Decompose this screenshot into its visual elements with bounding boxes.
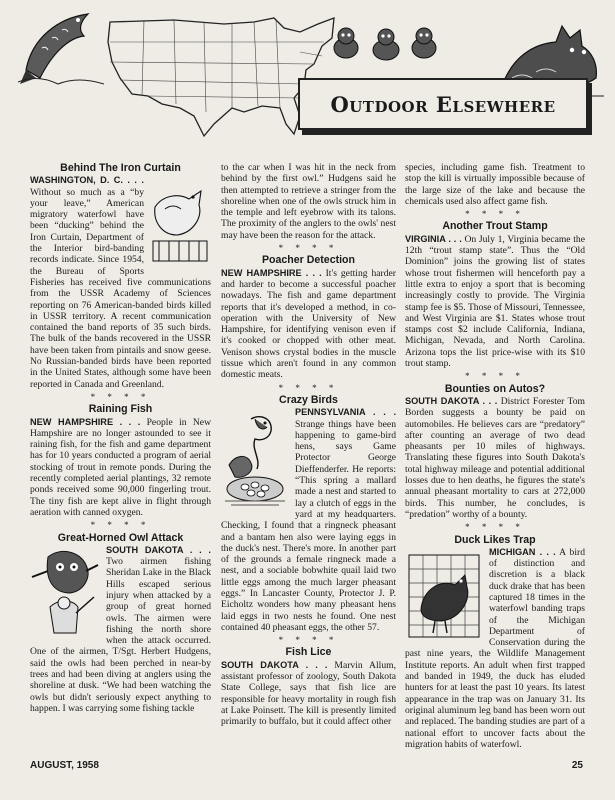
article-dateline: SOUTH DAKOTA . . . [405,395,498,406]
duck-iron-curtain-illustration [149,177,211,267]
article-text: Without so much as a “by your leave,” American migratory waterfowl have been “ducking” behind the Iron Curtain, Department of the Interior bird-banding records indicate. Since 1954, the Bureau of Sports Fisheries has received five communications from the USSR Academy of Sciences reporting on 76 American-banded birds killed in USSR territory. A recent communication contained the band reports of 35 such birds. The bulk of the bands recovered in the USSR have been taken from pintails and snow geese. No Russian-banded birds have been reported in the United States, although some have been reported in Canada and Greenland. [30,186,211,390]
separator-stars: * * * * [278,382,339,393]
page-number: 25 [571,760,583,771]
article-body [221,660,396,728]
article-dateline: NEW HAMPSHIRE . . . [221,267,322,278]
column-2 [221,162,396,728]
article-body [30,417,211,519]
article-dateline: SOUTH DAKOTA . . . [221,659,328,670]
article-heading: Great-Horned Owl Attack [57,531,184,544]
article-dateline: NEW HAMPSHIRE . . . [30,416,141,427]
article-text: Marvin Allum, assistant professor of zoology, South Dakota State College, says that fish lice are responsible for heavy mortality in rough fish at Lake Poinsett. The kill is presently limited primarily to buffalo, but it could affect other [221,659,396,728]
separator-stars: * * * * [90,391,151,402]
separator-stars: * * * * [278,243,339,254]
article-body [221,407,396,633]
column-1 [30,162,211,714]
article-body [405,234,585,370]
article-text: On July 1, Virginia became the 12th “trout stamp state”. Thus the “Old Dominion” joins the growing list of states whose trout fishermen will henceforth pay a little extra to enjoy a sport that is becoming increasingly costly to provide. The Virginia stamp fee is $5. Those of Missouri, Tennessee, and West Virginia are $1. States whose trout stamps cost $2 include California, Indiana, Michigan, Nevada, and North Carolina. Arizona tops the list price-wise with its $10 trout stamp. [405,233,585,370]
duck-in-trap-illustration [405,549,483,641]
article-text: Strange things have been happening to game-bird hens, says Game Protector George Dieffenderfer. He reports: “This spring a mallard made a nest and started to lay a clutch of eggs in the yard at my headquarters. Checking, I found that a ringneck pheasant and a bantam hen also were laying eggs in the duck's nest. There's more. In another part of the grounds a female ringneck made a nest, and a sociable bobwhite quail laid two little eggs among the much larger pheasant eggs.” In Lancaster County, Protector J. P. Eicholtz wonders how many pheasant hens laid eggs in two nests he found. One nest contained 40 pheasant eggs, the other 57. [221,418,396,633]
crazy-birds-nest-illustration [221,409,289,509]
article-text: Two airmen fishing Sheridan Lake in the Black Hills escaped serious injury when attacked by a group of great horned owls. The airmen were fishing the north shore when the attack occurred. One of the airmen, T/Sgt. Herbert Hudgens, said the owls had been perched in near-by trees and had been diving at anglers using the shoreline at dusk. “We had been watching the owls but didn't seriously expect anything to happen. I was carrying some fishing tackle [30,556,211,714]
column-3 [405,162,585,750]
article-dateline: SOUTH DAKOTA . . . [106,544,211,555]
separator-stars: * * * * [465,371,525,382]
article-heading: Behind The Iron Curtain [60,162,181,174]
owl-attack-illustration [30,547,100,643]
section-title-banner [298,78,588,130]
separator-stars: * * * * [465,209,525,220]
article-body [30,175,211,390]
article-text: It's getting harder and harder to become a successful poacher nowadays. The fish and game department reports that it's developed a method, in co-operation with the University of New Hampshire, for identifying venison even if it's cooked or chopped with other meat. Venison shows crystal bodies in the muscle tissue which aren't found in any common domestic meats. [221,267,396,381]
article-dateline: PENNSYLVANIA . . . [295,407,396,418]
article-heading: Crazy Birds [279,393,338,406]
section-title: Outdoor Elsewhere [330,91,556,117]
article-heading: Poacher Detection [261,254,356,267]
article-dateline: VIRGINIA . . . [405,233,462,244]
issue-date: AUGUST, 1958 [30,760,99,771]
article-text: District Forester Tom Borden suggests a bounty be paid on automobiles. He believes cars are “predatory” after counting an average of two dead pheasants per 10 miles of highways. Translating these figures into South Dakota's total highway mileage and potential additional losses due to hen deaths, he figures the state's annual pheasant mortality to cars at 272,000 birds. This number, he concludes, is “predation” worthy of a bounty. [405,395,585,520]
article-heading: Fish Lice [285,646,332,659]
article-text: A bird of distinction and discretion is a black duck drake that has been captured 18 times in the waterfowl banding traps of the Michigan Department of Conservation during the past nine years, the Wildlife Management Institute reports. An adult when first trapped and banded in 1949, the duck has eluded hunters for at least the past 10 years. Its latest appearance in the trap was on January 31. Its original aluminum leg band has been worn out and replaced. The banding studies are part of a national effort to uncover facts about the migration habits of waterfowl. [405,546,586,750]
separator-stars: * * * * [465,522,525,533]
article-heading: Bounties on Autos? [444,382,546,395]
separator-stars: * * * * [90,520,151,531]
article-body [405,396,585,520]
raccoons-illustration [330,18,442,64]
leaping-trout-illustration [18,8,104,88]
article-heading: Duck Likes Trap [454,533,536,546]
article-heading: Raining Fish [88,403,153,416]
article-body-continued: to the car when I was hit in the neck from behind by the first owl.” Hudgens said he then attempted to retrieve a stringer from the shoreline when one of the owls struck him in the temple and left eyebrow with its talons. The proximity of the anglers to the owls' nest may have been the reason for the attack. [221,162,396,241]
article-text: People in New Hampshire are no longer astounded to see it raining fish, for the fish and game department has for 10 years conducted a program of aerial stocking of trout in remote ponds. During the recently completed aerial plantings, 32 remote ponds received some 90,000 fingerling trout. The tiny fish are kept alive in flight through aeration with canned oxygen. [30,416,211,518]
header [0,0,615,160]
article-body-continued: species, including game fish. Treatment to stop the kill is virtually impossible because of the large size of the lake and because the chemicals used also affect game fish. [405,162,585,207]
article-dateline: WASHINGTON, D. C. . . . [30,175,144,186]
article-heading: Another Trout Stamp [442,220,548,233]
article-body [30,545,211,714]
article-body [405,547,585,750]
article-dateline: MICHIGAN . . . [489,546,556,557]
separator-stars: * * * * [278,635,339,646]
article-body [221,268,396,381]
